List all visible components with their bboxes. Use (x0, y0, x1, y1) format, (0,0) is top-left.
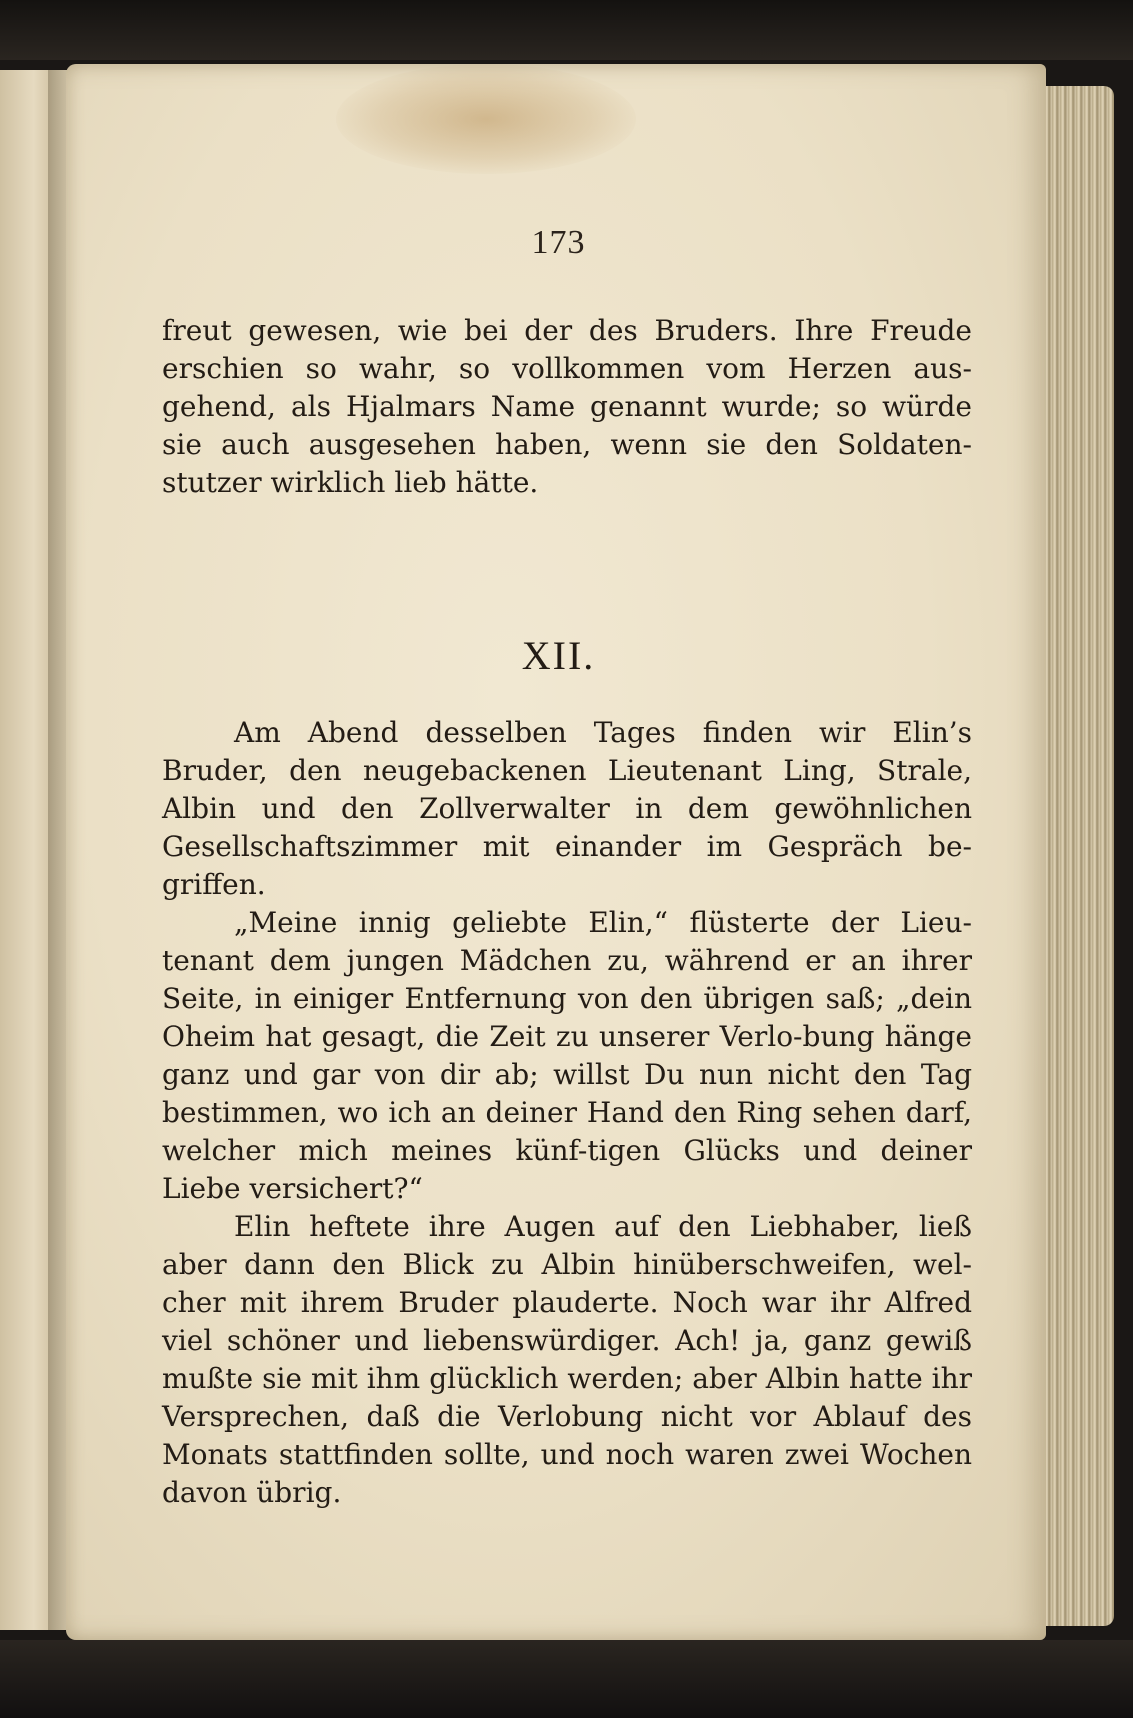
page-number: 173 (531, 224, 586, 261)
facing-page-edge (0, 70, 50, 1630)
chapter-heading: XII. (521, 633, 596, 678)
page-stack-edges (1036, 86, 1114, 1626)
paragraph-continuation: freut gewesen, wie bei der des Bruders. Ihre Freude erschien so wahr, so vollkommen vom Herzen aus-gehend, als Hjalmars Name genannt wurde; so würde sie auch ausgesehen haben, wenn sie den Soldaten-stutzer wirklich lieb hätte. (162, 314, 972, 499)
book-backdrop-top (0, 0, 1133, 60)
paragraph: „Meine innig geliebte Elin,“ flüsterte der Lieu-tenant dem jungen Mädchen zu, während er an ihrer Seite, in einiger Entfernung von den übrigen saß; „dein Oheim hat gesagt, die Zeit zu unserer Verlo-bung hänge ganz und gar von dir ab; willst Du nun nicht den Tag bestimmen, wo ich an deiner Hand den Ring sehen darf, welcher mich meines künf-tigen Glücks und deiner Liebe versichert?“ (162, 906, 972, 1205)
paragraph: Am Abend desselben Tages finden wir Elin’s Bruder, den neugebackenen Lieutenant Ling, Strale, Albin und den Zollverwalter in dem gewöhnlichen Gesellschaftszimmer mit einander im Gespräch be-griffen. (162, 716, 972, 901)
paragraph: Elin heftete ihre Augen auf den Liebhaber, ließ aber dann den Blick zu Albin hinüberschweifen, wel-cher mit ihrem Bruder plauderte. Noch war ihr Alfred viel schöner und liebenswürdiger. Ach! ja, ganz gewiß mußte sie mit ihm glücklich werden; aber Albin hatte ihr Versprechen, daß die Verlobung nicht vor Ablauf des Monats stattfinden sollte, und noch waren zwei Wochen davon übrig. (162, 1210, 972, 1509)
opening-text-block (162, 312, 972, 502)
book-backdrop-bottom (0, 1640, 1133, 1718)
chapter-text-block (162, 714, 972, 1512)
book-page (66, 64, 1046, 1640)
water-stain (336, 64, 636, 174)
